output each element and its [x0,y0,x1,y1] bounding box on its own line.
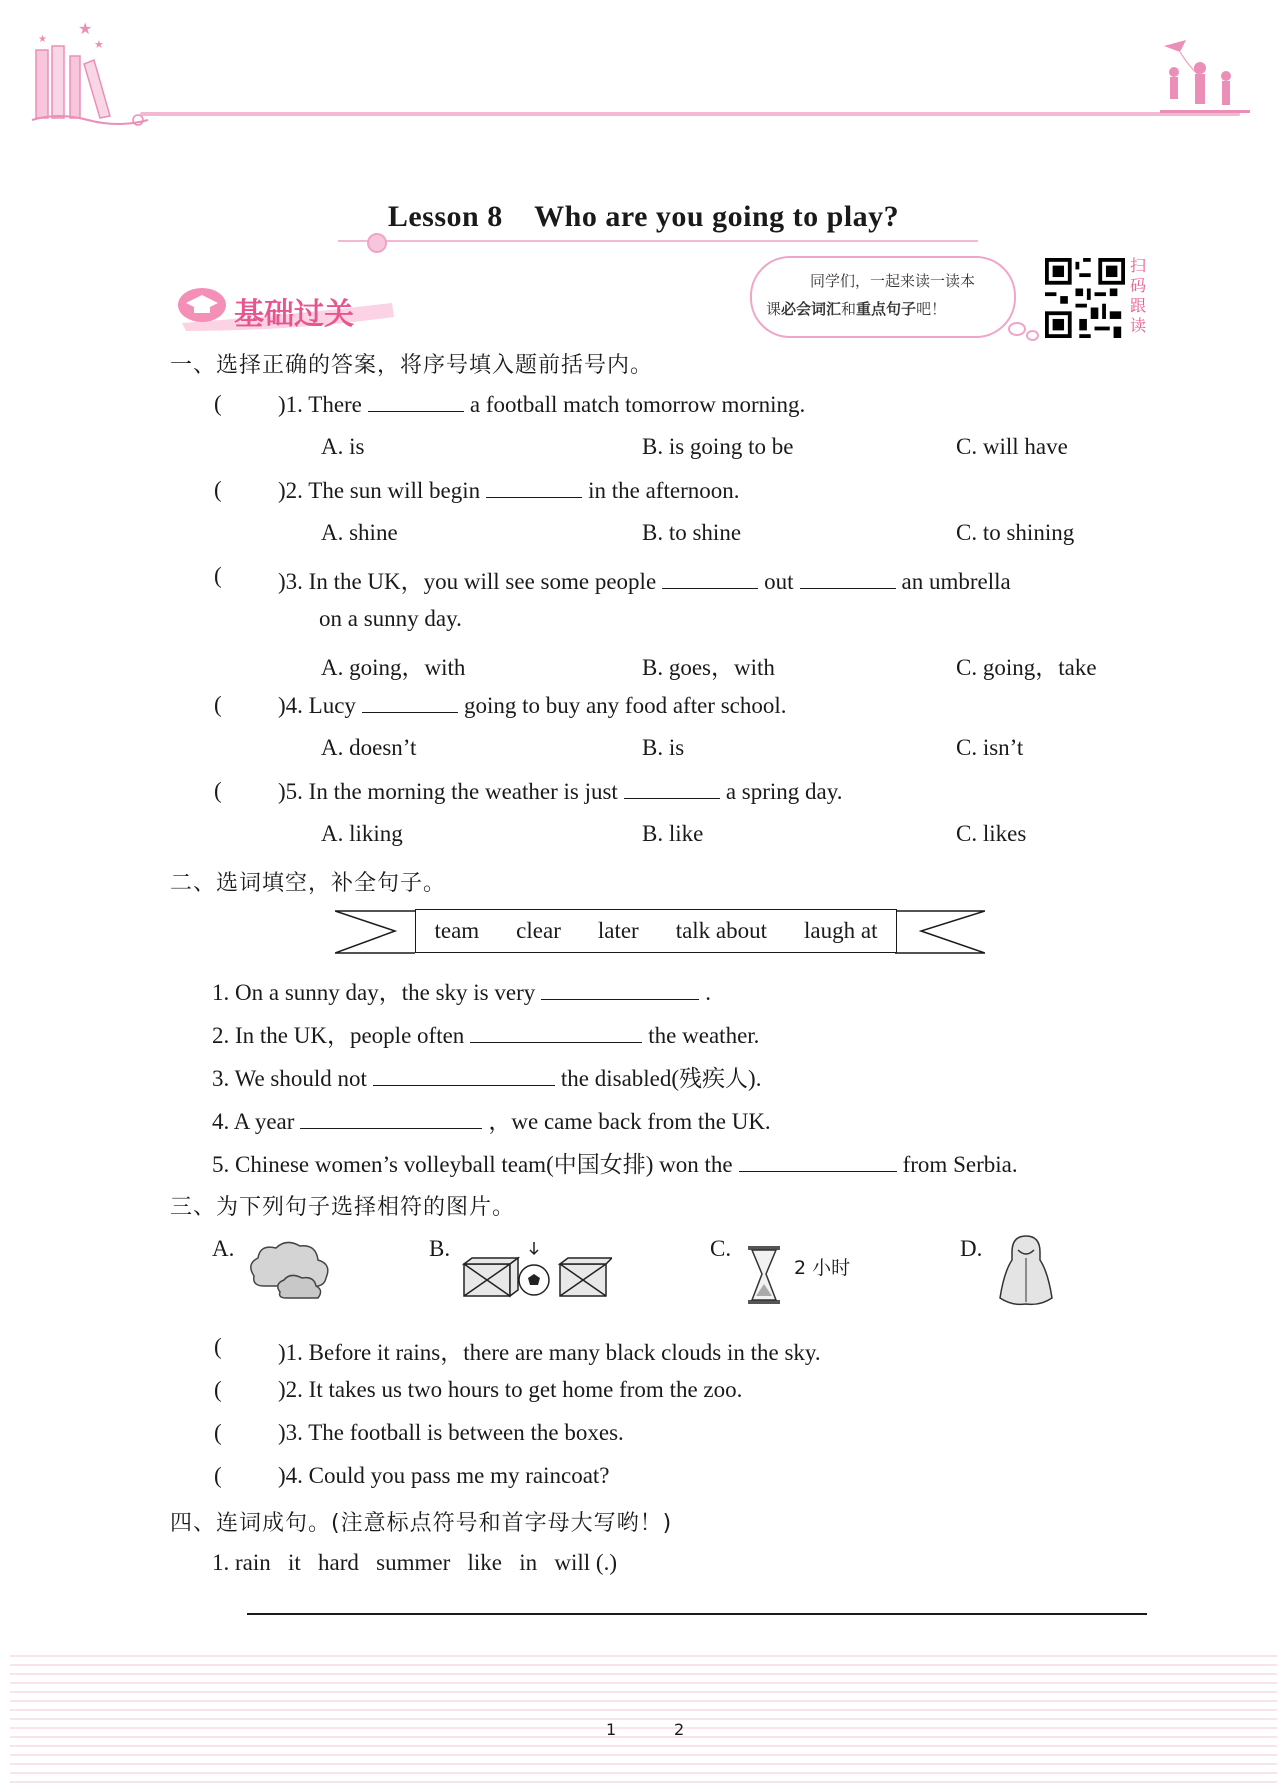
hourglass-icon [744,1244,784,1306]
fill-sentence-5: 5. Chinese women’s volleyball team(中国女排) won the from Serbia. [212,1152,1018,1177]
question-5: )5. In the morning the weather is just a spring day. [278,779,843,804]
fill-sentence-4: 4. A year ，we came back from the UK. [212,1109,771,1134]
fill-sentence-3: 3. We should not the disabled(残疾人). [212,1066,762,1091]
svg-text:★: ★ [94,39,104,51]
word-option: clear [516,918,561,943]
option-c: C. going，take [956,655,1097,680]
tip-line-1: 同学们，一起来读一读本 [810,272,976,290]
option-c: C. to shining [956,520,1075,545]
answer-blank[interactable] [373,1065,555,1086]
match-item-4: )4. Could you pass me my raincoat? [278,1463,610,1488]
svg-text:★: ★ [38,34,47,45]
option-b: B. is going to be [642,434,794,459]
fill-sentence-1: 1. On a sunny day，the sky is very . [212,980,711,1005]
banner-label: 基础过关 [234,297,354,332]
option-a: A. doesn’t [321,735,417,760]
word-box [415,909,897,953]
option-c: C. isn’t [956,735,1024,760]
header-rule [140,112,1240,116]
answer-paren-open[interactable]: ( [214,391,222,416]
page-number-right: 2 [674,1720,685,1739]
answer-paren-open[interactable]: ( [214,1334,222,1359]
section-3-heading: 三、为下列句子选择相符的图片。 [170,1195,516,1220]
section-1-heading: 一、选择正确的答案，将序号填入题前括号内。 [170,353,654,378]
answer-line[interactable] [247,1613,1147,1615]
answer-blank[interactable] [362,692,458,713]
match-item-3: )3. The football is between the boxes. [278,1420,624,1445]
answer-blank[interactable] [541,979,699,1000]
word-bank [335,909,985,959]
section-2-heading: 二、选词填空，补全句子。 [170,871,447,896]
fill-sentence-2: 2. In the UK，people often the weather. [212,1023,760,1048]
word-option: team [434,918,480,943]
word-option: talk about [675,918,768,943]
option-b: B. is [642,735,685,760]
lesson-title: Lesson 8 Who are you going to play? [387,200,900,233]
option-b: B. goes，with [642,655,775,680]
reading-tip-cloud [750,256,1016,338]
kids-kite-icon [1160,38,1250,118]
qr-code-icon[interactable] [1045,258,1125,338]
option-a: A. shine [321,520,398,545]
answer-blank[interactable] [800,568,896,589]
answer-blank[interactable] [739,1151,897,1172]
picture-label-b: B. [429,1236,451,1261]
raincoat-icon [996,1232,1056,1310]
cloud-bubble [1008,322,1026,336]
answer-paren-open[interactable]: ( [214,692,222,717]
answer-blank[interactable] [624,778,720,799]
word-order-item-1: 1. rain it hard summer like in will (.) [212,1550,617,1575]
option-b: B. to shine [642,520,742,545]
question-3-continuation: on a sunny day. [319,606,462,631]
section-banner [172,283,402,333]
option-a: A. is [321,434,365,459]
question-3: )3. In the UK，you will see some people out an umbrella [278,569,1011,594]
hourglass-caption: 2 小时 [794,1257,851,1279]
answer-paren-open[interactable]: ( [214,563,222,588]
cloud-bubble [1026,330,1039,341]
answer-paren-open[interactable]: ( [214,1420,222,1445]
word-option: later [597,918,639,943]
answer-paren-open[interactable]: ( [214,778,222,803]
clouds-icon [244,1236,334,1302]
answer-paren-open[interactable]: ( [214,1463,222,1488]
title-dot-icon [367,233,387,253]
question-4: )4. Lucy going to buy any food after school. [278,693,787,718]
answer-blank[interactable] [486,477,582,498]
question-2: )2. The sun will begin in the afternoon. [278,478,740,503]
answer-paren-open[interactable]: ( [214,477,222,502]
svg-text:★: ★ [78,21,93,38]
match-item-2: )2. It takes us two hours to get home from the zoo. [278,1377,743,1402]
answer-blank[interactable] [300,1108,482,1129]
picture-label-c: C. [710,1236,732,1261]
picture-label-d: D. [960,1236,983,1261]
tip-line-2: 课必会词汇和重点句子吧！ [766,300,947,318]
page-number-left: 1 [606,1720,617,1739]
option-b: B. like [642,821,704,846]
option-a: A. going，with [321,655,466,680]
answer-blank[interactable] [368,391,464,412]
footer-stripes [10,1655,1277,1789]
section-4-heading: 四、连词成句。(注意标点符号和首字母大写哟！) [170,1511,673,1536]
option-a: A. liking [321,821,403,846]
question-1: )1. There a football match tomorrow morning. [278,392,806,417]
word-option: laugh at [804,918,878,943]
scan-follow-read-label: 扫 码 跟 读 [1130,256,1147,335]
bookshelf-decoration-icon [28,20,158,130]
answer-blank[interactable] [662,568,758,589]
answer-blank[interactable] [470,1022,642,1043]
option-c: C. likes [956,821,1027,846]
option-c: C. will have [956,434,1068,459]
title-underline [338,240,978,242]
ball-between-boxes-icon [462,1238,612,1304]
picture-label-a: A. [212,1236,235,1261]
match-item-1: )1. Before it rains，there are many black clouds in the sky. [278,1340,821,1365]
answer-paren-open[interactable]: ( [214,1377,222,1402]
